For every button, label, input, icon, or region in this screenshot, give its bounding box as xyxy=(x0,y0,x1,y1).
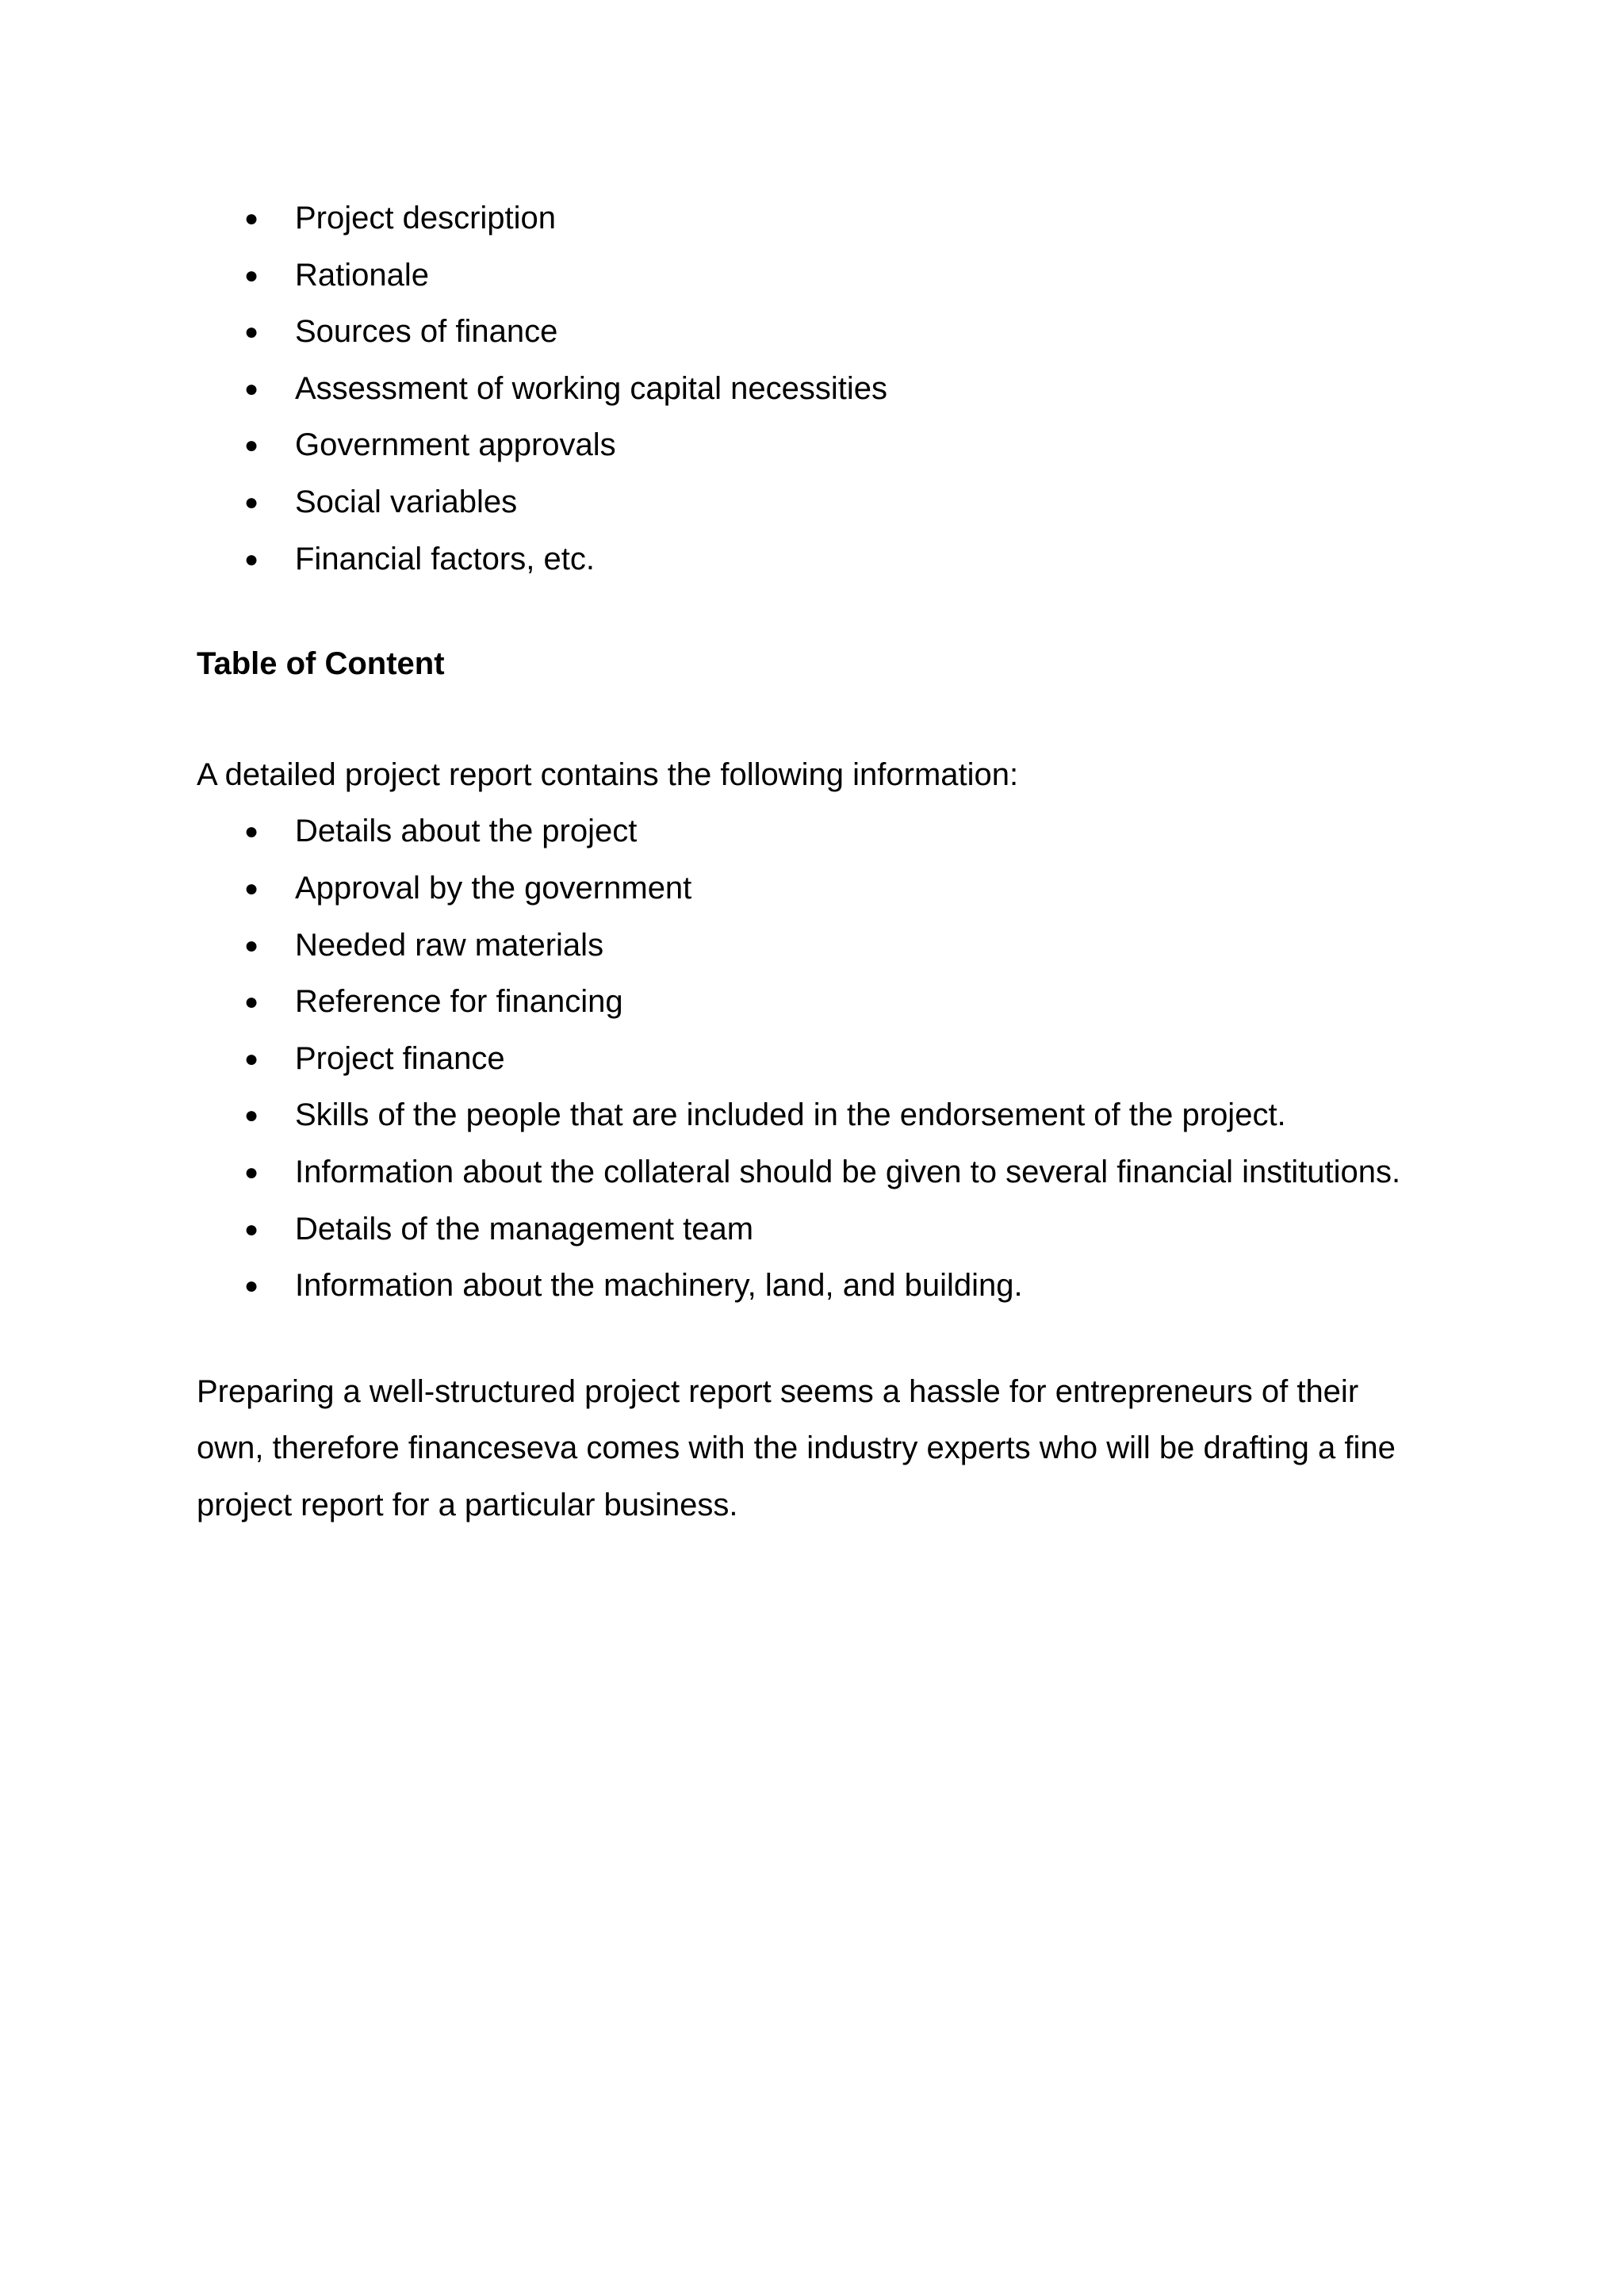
bullet-icon: ● xyxy=(244,1273,259,1300)
bullet-list-report-info xyxy=(197,803,1434,1314)
list-item: ● Approval by the government xyxy=(295,860,1434,917)
list-item: ● Rationale xyxy=(295,247,1434,304)
list-item: ● Skills of the people that are included in the endorsement of the project. xyxy=(295,1087,1434,1144)
list-item: ● Information about the collateral should be given to several financial institutions. xyxy=(295,1144,1434,1201)
document-body xyxy=(197,190,1434,1534)
list-item: ● Financial factors, etc. xyxy=(295,531,1434,588)
list-item: ● Needed raw materials xyxy=(295,917,1434,975)
bullet-list-overview xyxy=(197,190,1434,588)
bullet-icon: ● xyxy=(244,932,259,959)
bullet-icon: ● xyxy=(244,375,259,402)
list-item: ● Government approvals xyxy=(295,417,1434,474)
list-item: ● Details about the project xyxy=(295,803,1434,860)
list-item: ● Project finance xyxy=(295,1031,1434,1088)
list-item: ● Reference for financing xyxy=(295,974,1434,1031)
list-item: ● Sources of finance xyxy=(295,304,1434,361)
bullet-icon: ● xyxy=(244,319,259,346)
bullet-icon: ● xyxy=(244,1216,259,1243)
list-item: ● Information about the machinery, land, and building. xyxy=(295,1258,1434,1315)
bullet-icon: ● xyxy=(244,1158,259,1185)
bullet-icon: ● xyxy=(244,205,259,232)
closing-paragraph: Preparing a well-structured project report seems a hassle for entrepreneurs of their own, therefore financeseva comes with the industry experts who will be drafting a fine project report for a particular business. xyxy=(197,1373,1396,1522)
bullet-icon: ● xyxy=(244,546,259,573)
bullet-icon: ● xyxy=(244,1045,259,1072)
bullet-icon: ● xyxy=(244,875,259,902)
list-item: ● Details of the management team xyxy=(295,1201,1434,1258)
intro-paragraph: A detailed project report contains the following information: xyxy=(197,756,1019,792)
bullet-icon: ● xyxy=(244,262,259,289)
bullet-icon: ● xyxy=(244,432,259,459)
list-item: ● Social variables xyxy=(295,474,1434,531)
section-heading: Table of Content xyxy=(197,646,445,682)
list-item: ● Assessment of working capital necessities xyxy=(295,361,1434,418)
bullet-icon: ● xyxy=(244,488,259,515)
bullet-icon: ● xyxy=(244,1102,259,1129)
list-item: ● Project description xyxy=(295,190,1434,247)
bullet-icon: ● xyxy=(244,989,259,1016)
bullet-icon: ● xyxy=(244,818,259,845)
